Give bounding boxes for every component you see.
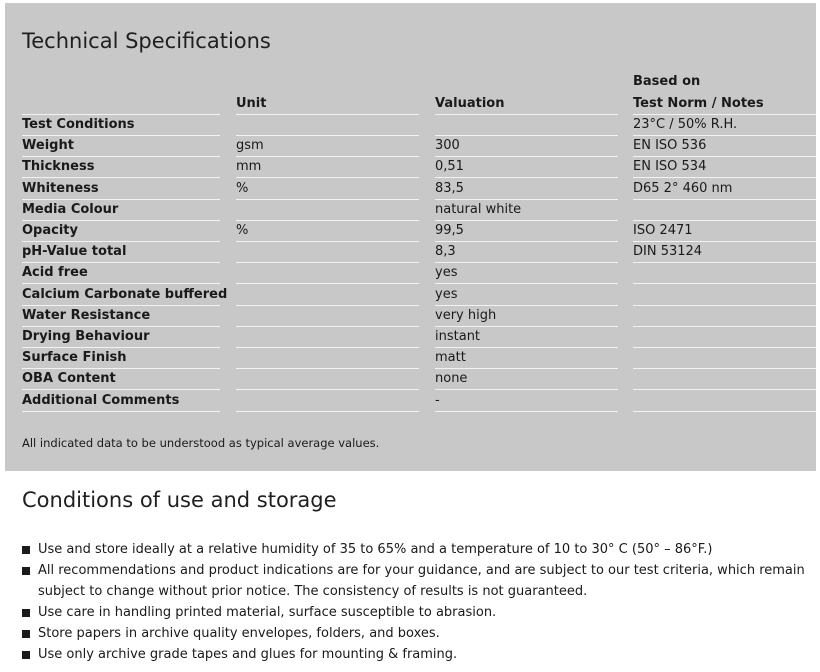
spec-property: Media Colour <box>22 200 220 221</box>
spec-value: yes <box>435 263 618 284</box>
conditions-list-item <box>22 539 812 560</box>
conditions-item-text: Store papers in archive quality envelopes, folders, and boxes. <box>38 626 440 641</box>
spec-value: matt <box>435 348 618 369</box>
column-header-norm-line1: Based on <box>633 74 701 89</box>
spec-unit <box>236 115 419 136</box>
spec-property: Calcium Carbonate buffered <box>22 285 220 306</box>
spec-property: pH-Value total <box>22 242 220 263</box>
spec-property: Thickness <box>22 157 220 178</box>
spec-value: 8,3 <box>435 242 618 263</box>
spec-row <box>5 136 816 157</box>
spec-row <box>5 285 816 306</box>
square-bullet-icon <box>22 567 30 575</box>
spec-norm <box>633 369 816 390</box>
column-header-unit: Unit <box>236 96 267 111</box>
spec-unit <box>236 327 419 348</box>
spec-value: 83,5 <box>435 179 618 200</box>
spec-row <box>5 179 816 200</box>
spec-footnote: All indicated data to be understood as typical average values. <box>22 436 380 450</box>
spec-norm: 23°C / 50% R.H. <box>633 115 816 136</box>
spec-unit <box>236 369 419 390</box>
square-bullet-icon <box>22 630 30 638</box>
square-bullet-icon <box>22 546 30 554</box>
conditions-list-item <box>22 644 812 665</box>
square-bullet-icon <box>22 609 30 617</box>
spec-property: Weight <box>22 136 220 157</box>
spec-value: 300 <box>435 136 618 157</box>
spec-property: Surface Finish <box>22 348 220 369</box>
spec-row <box>5 327 816 348</box>
spec-property: Test Conditions <box>22 115 220 136</box>
spec-norm: EN ISO 536 <box>633 136 816 157</box>
spec-norm <box>633 285 816 306</box>
spec-unit <box>236 285 419 306</box>
spec-row <box>5 242 816 263</box>
conditions-item-text: All recommendations and product indications are for your guidance, and are subject to our test criteria, which remain subject to change without prior notice. The consistency of results is not guaranteed. <box>38 563 805 599</box>
spec-value: very high <box>435 306 618 327</box>
spec-property: Additional Comments <box>22 391 220 412</box>
spec-value: 0,51 <box>435 157 618 178</box>
spec-norm <box>633 348 816 369</box>
column-header-norm-line2: Test Norm / Notes <box>633 96 764 111</box>
spec-unit: % <box>236 179 419 200</box>
spec-unit <box>236 200 419 221</box>
spec-property: Acid free <box>22 263 220 284</box>
spec-unit <box>236 242 419 263</box>
spec-norm <box>633 306 816 327</box>
conditions-item-text: Use and store ideally at a relative humidity of 35 to 65% and a temperature of 10 to 30° C (50° – 86°F.) <box>38 542 713 557</box>
spec-value: natural white <box>435 200 618 221</box>
spec-value: instant <box>435 327 618 348</box>
spec-norm <box>633 327 816 348</box>
conditions-item-text: Use care in handling printed material, surface susceptible to abrasion. <box>38 605 497 620</box>
spec-value: yes <box>435 285 618 306</box>
column-header-valuation: Valuation <box>435 96 505 111</box>
spec-row <box>5 200 816 221</box>
spec-unit <box>236 263 419 284</box>
spec-norm <box>633 391 816 412</box>
spec-unit: mm <box>236 157 419 178</box>
square-bullet-icon <box>22 651 30 659</box>
spec-value: none <box>435 369 618 390</box>
spec-unit <box>236 348 419 369</box>
spec-unit <box>236 391 419 412</box>
spec-row <box>5 306 816 327</box>
technical-specifications-panel <box>5 3 816 471</box>
conditions-list-item <box>22 623 812 644</box>
spec-property: Opacity <box>22 221 220 242</box>
spec-unit: % <box>236 221 419 242</box>
spec-norm: EN ISO 534 <box>633 157 816 178</box>
spec-norm <box>633 200 816 221</box>
spec-value <box>435 115 618 136</box>
conditions-list <box>22 539 812 665</box>
spec-property: Drying Behaviour <box>22 327 220 348</box>
spec-norm: ISO 2471 <box>633 221 816 242</box>
spec-norm <box>633 263 816 284</box>
spec-property: Water Resistance <box>22 306 220 327</box>
spec-unit: gsm <box>236 136 419 157</box>
spec-row <box>5 157 816 178</box>
conditions-list-item <box>22 560 812 602</box>
spec-norm: DIN 53124 <box>633 242 816 263</box>
spec-row <box>5 369 816 390</box>
spec-norm: D65 2° 460 nm <box>633 179 816 200</box>
conditions-item-text: Use only archive grade tapes and glues for mounting & framing. <box>38 647 458 662</box>
spec-row <box>5 391 816 412</box>
spec-row <box>5 348 816 369</box>
spec-value: - <box>435 391 618 412</box>
conditions-title: Conditions of use and storage <box>22 488 337 512</box>
spec-row <box>5 263 816 284</box>
spec-row <box>5 115 816 136</box>
conditions-list-item <box>22 602 812 623</box>
spec-title: Technical Specifications <box>22 29 271 53</box>
spec-row <box>5 221 816 242</box>
spec-value: 99,5 <box>435 221 618 242</box>
spec-property: OBA Content <box>22 369 220 390</box>
spec-unit <box>236 306 419 327</box>
spec-property: Whiteness <box>22 179 220 200</box>
